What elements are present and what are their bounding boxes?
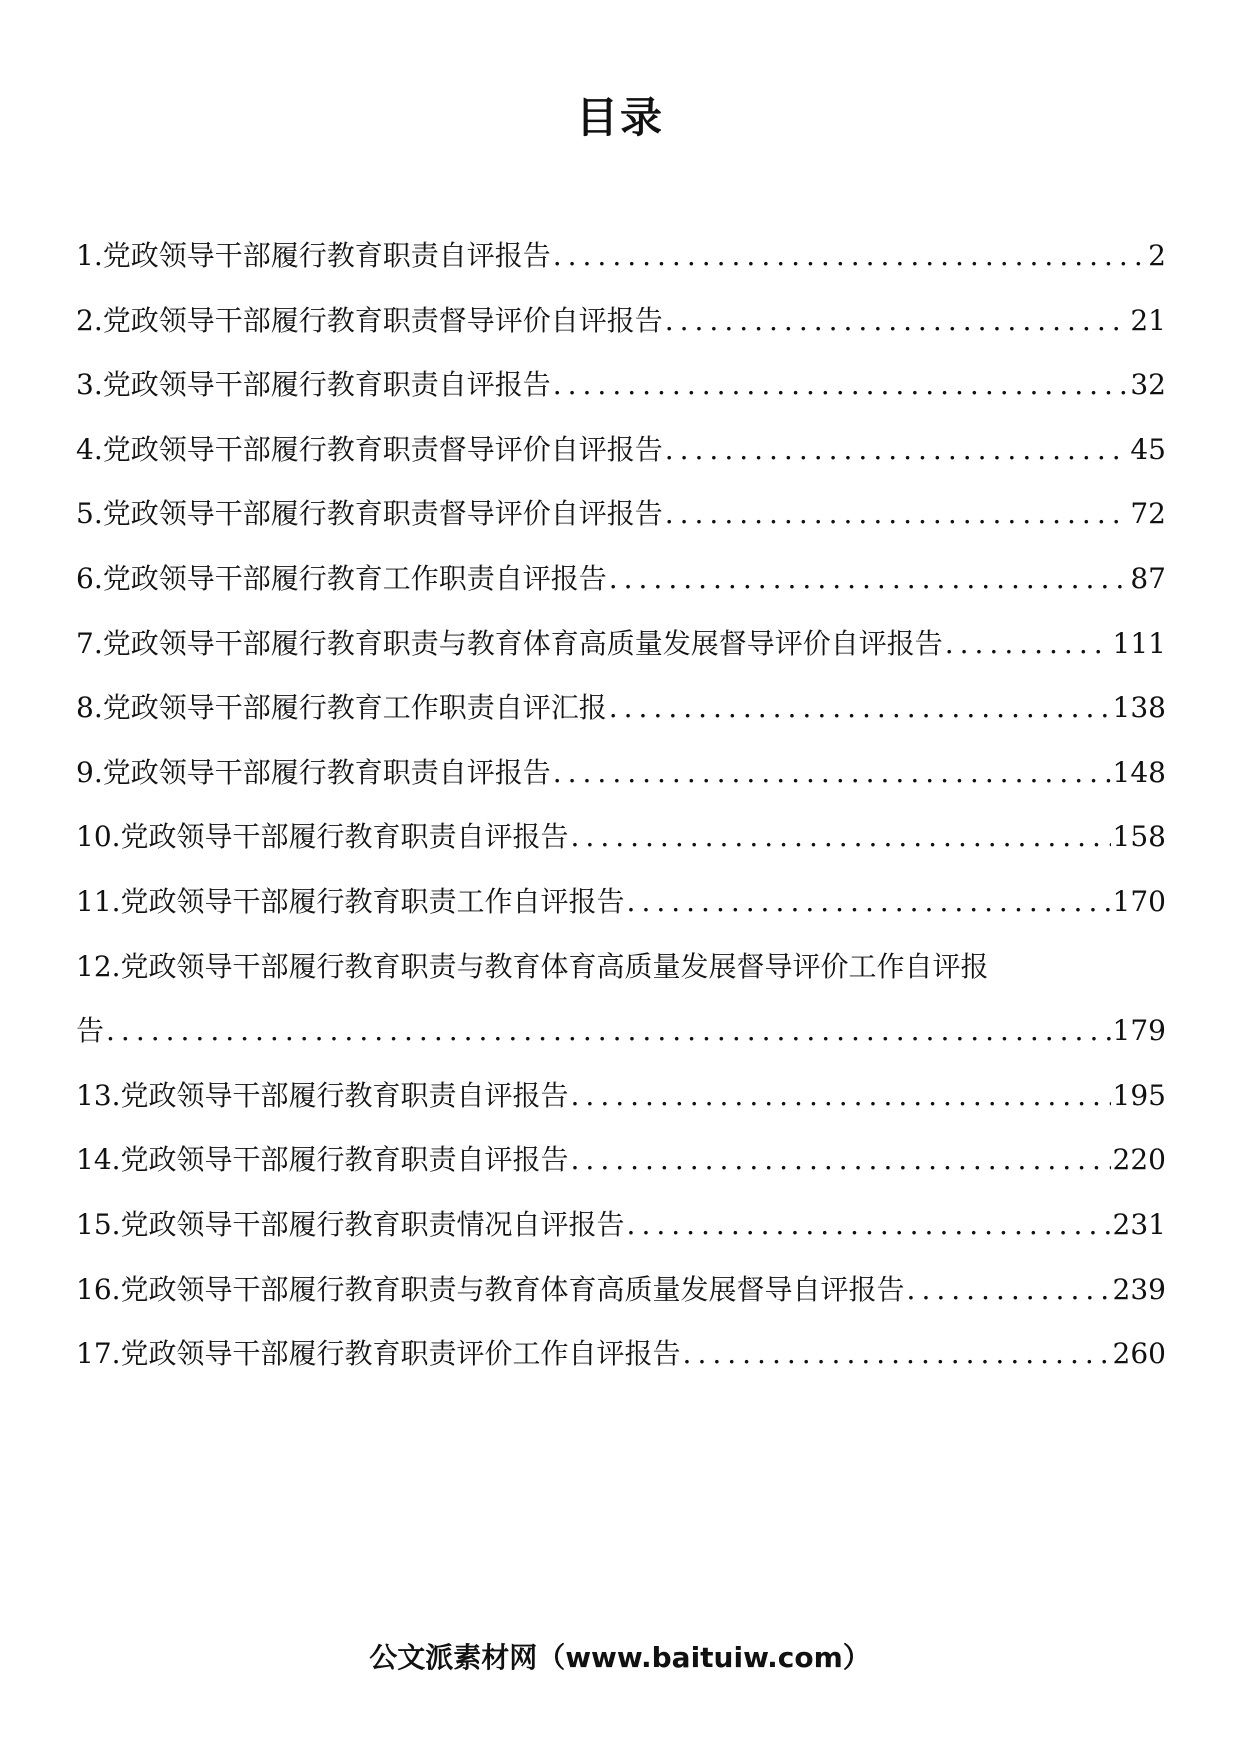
toc-leader-dots — [571, 1128, 1111, 1193]
toc-leader-dots — [627, 1193, 1111, 1258]
toc-page-number: 170 — [1112, 884, 1166, 918]
toc-page-number: 87 — [1130, 561, 1166, 595]
toc-entry-7[interactable] — [76, 612, 1166, 677]
toc-entry-title: 3.党政领导干部履行教育职责自评报告 — [76, 368, 551, 402]
toc-leader-dots — [609, 676, 1111, 741]
toc-page-number: 45 — [1130, 432, 1166, 466]
toc-entry-13[interactable] — [76, 1064, 1166, 1129]
toc-page-number: 2 — [1148, 239, 1166, 272]
toc-entry-title-line1: 12.党政领导干部履行教育职责与教育体育高质量发展督导评价工作自评报 — [76, 949, 989, 983]
toc-page-number: 179 — [1112, 1014, 1166, 1048]
toc-entry-title: 4.党政领导干部履行教育职责督导评价自评报告 — [76, 432, 663, 466]
toc-page-number: 158 — [1112, 820, 1166, 854]
toc-page-number: 231 — [1112, 1207, 1166, 1241]
toc-entry-5[interactable] — [76, 482, 1166, 547]
toc-leader-dots — [571, 1064, 1111, 1129]
toc-entry-12[interactable] — [76, 935, 1166, 1064]
table-of-contents — [76, 224, 1166, 1387]
toc-entry-6[interactable] — [76, 547, 1166, 612]
toc-entry-4[interactable] — [76, 418, 1166, 483]
toc-entry-16[interactable] — [76, 1258, 1166, 1323]
page-title: 目录 — [575, 93, 664, 142]
toc-page-number: 148 — [1112, 755, 1166, 789]
toc-entry-title: 13.党政领导干部履行教育职责自评报告 — [76, 1078, 569, 1112]
toc-page-number: 195 — [1112, 1078, 1166, 1112]
toc-entry-title: 9.党政领导干部履行教育职责自评报告 — [76, 755, 551, 789]
toc-leader-dots — [945, 612, 1111, 677]
toc-entry-title: 14.党政领导干部履行教育职责自评报告 — [76, 1143, 569, 1177]
toc-page-number: 32 — [1130, 368, 1166, 402]
toc-entry-1[interactable] — [76, 224, 1166, 289]
toc-leader-dots — [665, 418, 1129, 483]
toc-page-number: 72 — [1130, 497, 1166, 531]
toc-entry-11[interactable] — [76, 870, 1166, 935]
toc-entry-title: 5.党政领导干部履行教育职责督导评价自评报告 — [76, 497, 663, 531]
toc-entry-title-line2: 告 — [76, 1014, 105, 1048]
toc-page-number: 220 — [1112, 1143, 1166, 1177]
toc-entry-title: 11.党政领导干部履行教育职责工作自评报告 — [76, 884, 625, 918]
toc-entry-title: 15.党政领导干部履行教育职责情况自评报告 — [76, 1207, 625, 1241]
toc-leader-dots — [627, 870, 1111, 935]
toc-leader-dots — [665, 289, 1129, 354]
toc-leader-dots — [553, 741, 1111, 806]
toc-entry-14[interactable] — [76, 1128, 1166, 1193]
toc-entry-15[interactable] — [76, 1193, 1166, 1258]
toc-leader-dots — [907, 1258, 1111, 1323]
toc-page-number: 21 — [1130, 303, 1166, 337]
toc-leader-dots — [665, 482, 1129, 547]
toc-entry-title: 1.党政领导干部履行教育职责自评报告 — [76, 239, 551, 272]
toc-page-number: 260 — [1112, 1337, 1166, 1371]
toc-leader-dots — [683, 1322, 1111, 1387]
toc-entry-title: 6.党政领导干部履行教育工作职责自评报告 — [76, 561, 607, 595]
toc-entry-10[interactable] — [76, 805, 1166, 870]
toc-page-number: 138 — [1112, 691, 1166, 725]
toc-entry-title: 2.党政领导干部履行教育职责督导评价自评报告 — [76, 303, 663, 337]
toc-leader-dots — [571, 805, 1111, 870]
toc-entry-17[interactable] — [76, 1322, 1166, 1387]
toc-entry-title: 16.党政领导干部履行教育职责与教育体育高质量发展督导自评报告 — [76, 1272, 905, 1306]
footer-watermark: 公文派素材网（www.baituiw.com） — [369, 1641, 871, 1674]
toc-entry-9[interactable] — [76, 741, 1166, 806]
toc-entry-title: 8.党政领导干部履行教育工作职责自评汇报 — [76, 691, 607, 725]
toc-leader-dots — [609, 547, 1129, 612]
toc-leader-dots — [553, 353, 1129, 418]
toc-entry-title: 17.党政领导干部履行教育职责评价工作自评报告 — [76, 1337, 681, 1371]
toc-entry-2[interactable] — [76, 289, 1166, 354]
toc-leader-dots — [106, 999, 1111, 1064]
toc-page-number: 239 — [1112, 1272, 1166, 1306]
toc-entry-title: 7.党政领导干部履行教育职责与教育体育高质量发展督导评价自评报告 — [76, 626, 943, 660]
toc-entry-title: 10.党政领导干部履行教育职责自评报告 — [76, 820, 569, 854]
toc-entry-8[interactable] — [76, 676, 1166, 741]
toc-entry-3[interactable] — [76, 353, 1166, 418]
toc-leader-dots — [553, 224, 1146, 289]
toc-page-number: 111 — [1112, 626, 1166, 660]
